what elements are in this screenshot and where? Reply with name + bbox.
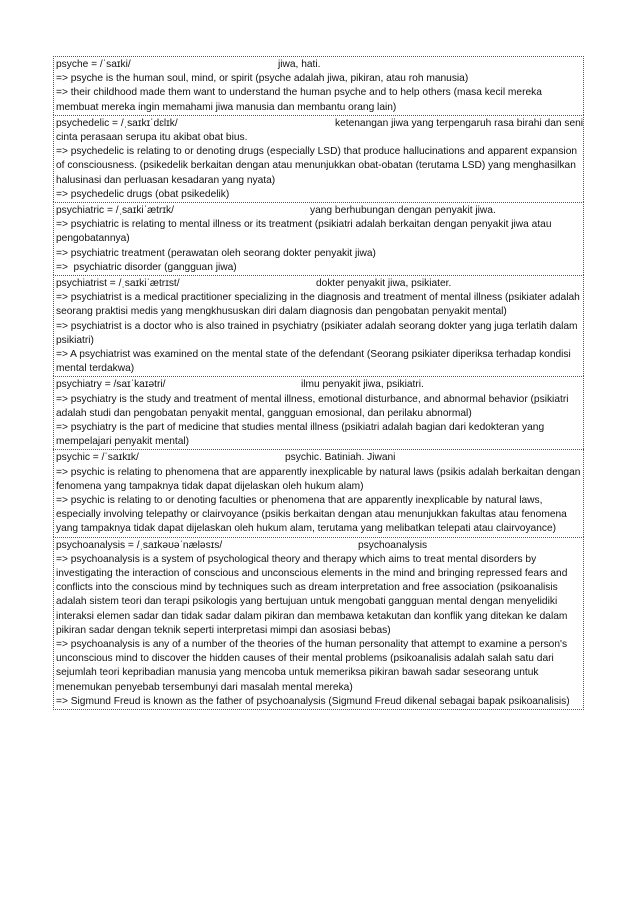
term-meaning: psychoanalysis xyxy=(358,539,428,551)
example-line: => Sigmund Freud is known as the father of psychoanalysis (Sigmund Freud dikenal sebagai bapak psikoanalisis) xyxy=(56,695,570,707)
entry-heading xyxy=(56,117,582,131)
term-meaning: jiwa, hati. xyxy=(278,59,321,70)
definition-line: => psychic is relating to phenomena that are apparently inexplicable by natural laws (psikis adalah berkaitan dengan fenomena yang tampaknya tidak dapat dijelaskan oleh hukum alam) xyxy=(56,466,584,492)
entry-heading xyxy=(56,204,582,218)
term-meaning: ketenangan jiwa yang terpengaruh rasa birahi dan seni xyxy=(335,117,584,129)
term-meaning: yang berhubungan dengan penyakit jiwa. xyxy=(310,205,496,216)
definition-line: => psychoanalysis is any of a number of the theories of the human personality that attempt to examine a person's unconscious mind to discover the hidden causes of their mental problems (psikoanalisis adalah salah satu dari sejumlah teori kepribadian manusia yang mencoba untuk memeriksa pikiran bawah sadar seseorang untuk menemukan penyebab tersembunyi dari masalah mental mereka) xyxy=(56,639,570,693)
term-meaning: dokter penyakit jiwa, psikiater. xyxy=(316,278,452,289)
meaning-continuation-line: cinta perasaan serupa itu akibat obat bius. xyxy=(56,131,248,143)
entry-psychedelic xyxy=(53,115,584,202)
entry-heading xyxy=(56,539,582,553)
entry-heading xyxy=(56,451,582,465)
entry-heading xyxy=(56,378,582,392)
term-meaning: ilmu penyakit jiwa, psikiatri. xyxy=(301,379,424,391)
vocabulary-document xyxy=(53,56,584,710)
entry-psychiatrist xyxy=(53,275,584,376)
term-pronunciation: psyche = /ˈsaɪki/ xyxy=(56,59,131,70)
definition-line: => psychedelic is relating to or denoting drugs (especially LSD) that produce hallucinations and apparent expansion of consciousness. (psikedelik berkaitan dengan atau menunjukkan obat-obatan (terutama LSD) yang menghasilkan halusinasi dan perluasan kesadaran yang nyata) xyxy=(56,146,580,186)
term-pronunciation: psychiatric = /ˌsaɪkiˈætrɪk/ xyxy=(56,205,174,216)
definition-line: => psyche is the human soul, mind, or spirit (psyche adalah jiwa, pikiran, atau roh manusia) xyxy=(56,73,469,85)
entry-psyche xyxy=(53,56,584,115)
example-line: => psychedelic drugs (obat psikedelik) xyxy=(56,188,230,200)
term-meaning: psychic. Batiniah. Jiwani xyxy=(285,452,396,464)
definition-line: => psychiatric is relating to mental illness or its treatment (psikiatri adalah berkaitan dengan penyakit jiwa atau pengobatannya) xyxy=(56,219,555,245)
example-line: => A psychiatrist was examined on the mental state of the defendant (Seorang psikiater diperiksa terhadap kondisi mental terdakwa) xyxy=(56,349,574,375)
entry-psychoanalysis xyxy=(53,537,584,710)
example-line: => their childhood made them want to understand the human psyche and to help others (masa kecil mereka membuat mereka ingin memahami jiwa manusia dan membantu orang lain) xyxy=(56,87,545,113)
entry-psychic xyxy=(53,449,584,536)
entry-heading xyxy=(56,277,582,291)
example-line: => psychiatric disorder (gangguan jiwa) xyxy=(56,261,237,273)
definition-line: => psychiatrist is a doctor who is also trained in psychiatry (psikiater adalah seorang dokter yang juga terlatih dalam psikiatri) xyxy=(56,320,581,346)
entry-psychiatric xyxy=(53,202,584,275)
definition-line: => psychiatry is the part of medicine that studies mental illness (psikiatri adalah bagian dari kedokteran yang mempelajari penyakit mental) xyxy=(56,422,547,448)
definition-line: => psychoanalysis is a system of psychological theory and therapy which aims to treat mental disorders by investigating the interaction of conscious and unconscious elements in the mind and bringing repressed fears and conflicts into the conscious mind by techniques such as dream interpretation and free association (psikoanalisis adalah sistem teori dan terapi psikologis yang bertujuan untuk mengobati gangguan mental dengan menyelidiki interaksi elemen sadar dan tidak sadar dalam pikiran dan membawa ketakutan dan konflik yang ditekan ke dalam pikiran sadar dengan teknik seperti interpretasi mimpi dan asosiasi bebas) xyxy=(56,553,571,636)
term-pronunciation: psychic = /ˈsaɪkɪk/ xyxy=(56,452,139,464)
entry-heading xyxy=(56,58,582,72)
term-pronunciation: psychedelic = /ˌsaɪkɪˈdɛlɪk/ xyxy=(56,117,178,129)
term-pronunciation: psychiatry = /saɪˈkaɪətri/ xyxy=(56,379,166,391)
definition-line: => psychiatrist is a medical practitioner specializing in the diagnosis and treatment of mental illness (psikiater adalah seorang praktisi medis yang mengkhususkan diri dalam diagnosis dan pengobatan penyakit mental) xyxy=(56,292,583,318)
term-pronunciation: psychiatrist = /ˌsaɪkiˈætrɪst/ xyxy=(56,278,180,289)
definition-line: => psychic is relating to or denoting faculties or phenomena that are apparently inexplicable by natural laws, especially involving telepathy or clairvoyance (psikis berkaitan dengan atau menunjukkan fakultas atau fenomena yang tampaknya tidak dapat dijelaskan oleh hukum alam, terutama yang melibatkan telepati atau clairvoyance) xyxy=(56,495,570,535)
definition-line: => psychiatry is the study and treatment of mental illness, emotional disturbance, and abnormal behavior (psikiatri adalah studi dan pengobatan penyakit mental, gangguan emosional, dan perilaku abnormal) xyxy=(56,393,572,419)
entry-psychiatry xyxy=(53,376,584,449)
term-pronunciation: psychoanalysis = /ˌsaɪkəʊəˈnæləsɪs/ xyxy=(56,539,223,551)
example-line: => psychiatric treatment (perawatan oleh seorang dokter penyakit jiwa) xyxy=(56,247,376,259)
